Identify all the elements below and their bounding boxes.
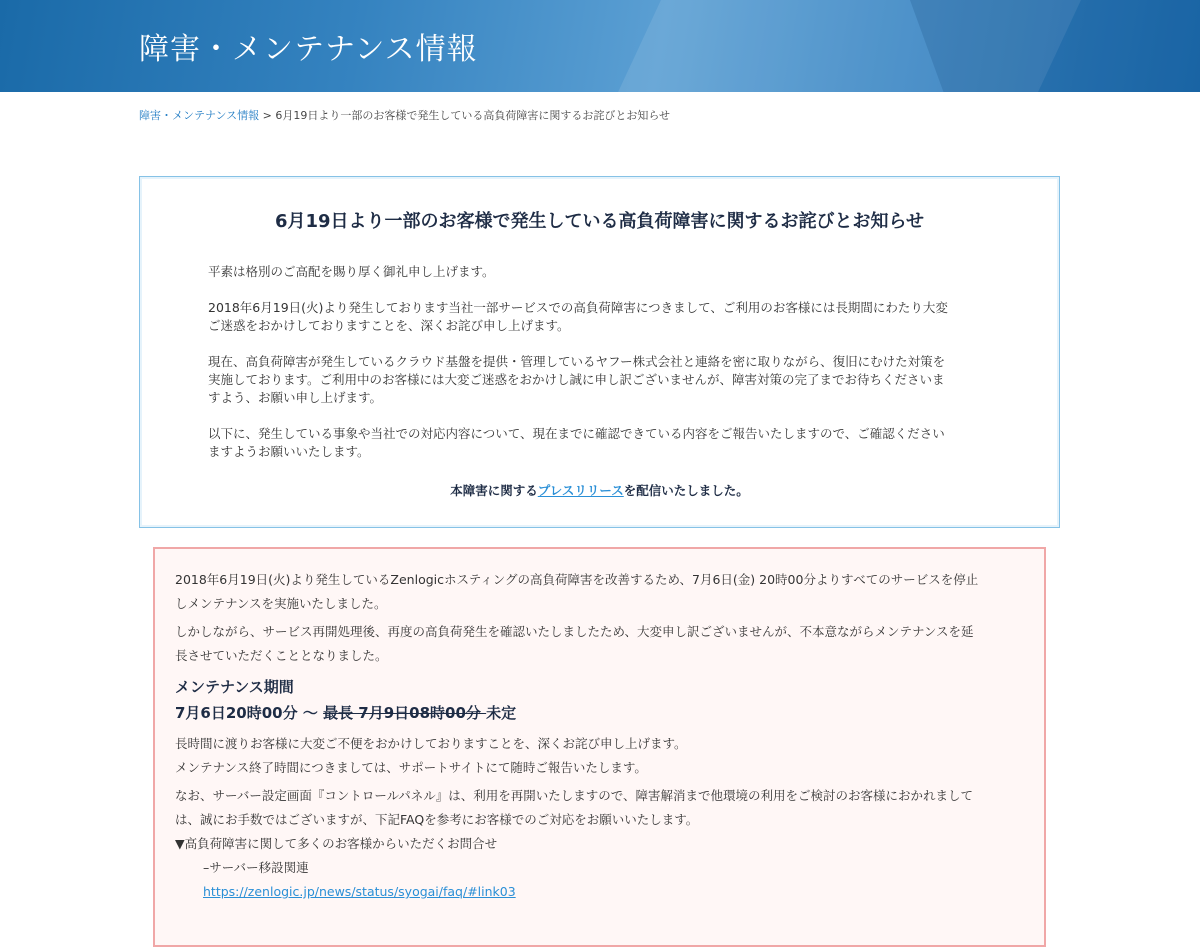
notice-line: 平素は格別のご高配を賜り厚く御礼申し上げます。: [208, 264, 495, 279]
breadcrumb: [139, 107, 670, 123]
alert-line: なお、サーバー設定画面『コントロールパネル』は、利用を再開いたしますので、障害解消まで他環境の利用をご検討のお客様におかれまして: [175, 788, 974, 803]
alert-line: メンテナンス終了時間につきましては、サポートサイトにて随時ご報告いたします。: [175, 760, 647, 775]
notice-box: [139, 176, 1060, 528]
alert-paragraph: [175, 732, 1030, 780]
notice-line: 2018年6月19日(火)より発生しております当社一部サービスでの高負荷障害につきまして、ご利用のお客様には長期間にわたり大変: [208, 300, 948, 315]
alert-paragraph: [175, 784, 1030, 904]
notice-line: 以下に、発生している事象や当社での対応内容について、現在までに確認できている内容をご報告いたしますので、ご確認ください: [208, 426, 945, 441]
faq-heading: ▼高負荷障害に関して多くのお客様からいただくお問合せ: [175, 836, 498, 851]
notice-line: 実施しております。ご利用中のお客様には大変ご迷惑をおかけし誠に申し訳ございませんが、障害対策の完了までお待ちくださいま: [208, 372, 945, 387]
press-suffix: を配信いたしました。: [623, 483, 749, 498]
breadcrumb-current: 6月19日より一部のお客様で発生している高負荷障害に関するお詫びとお知らせ: [275, 109, 671, 122]
press-prefix: 本障害に関する: [450, 483, 538, 498]
alert-body: [175, 568, 1030, 908]
alert-line: 長させていただくこととなりました。: [175, 648, 388, 663]
notice-title: 6月19日より一部のお客様で発生している高負荷障害に関するお詫びとお知らせ: [274, 211, 925, 232]
alert-line: 2018年6月19日(火)より発生しているZenlogicホスティングの高負荷障害を改善するため、7月6日(金) 20時00分よりすべてのサービスを停止: [175, 572, 979, 587]
breadcrumb-separator: >: [262, 109, 272, 122]
notice-line: 現在、高負荷障害が発生しているクラウド基盤を提供・管理しているヤフー株式会社と連絡を密に取りながら、復旧にむけた対策を: [208, 354, 946, 369]
notice-paragraph: [208, 299, 998, 335]
period-end: 未定: [486, 704, 517, 722]
notice-paragraph: [208, 353, 998, 407]
press-release-line: [140, 481, 1059, 499]
faq-link[interactable]: https://zenlogic.jp/news/status/syogai/faq/#link03: [203, 884, 516, 899]
alert-line: は、誠にお手数ではございますが、下記FAQを参考にお客様でのご対応をお願いいたします。: [175, 812, 699, 827]
alert-line: 長時間に渡りお客様に大変ご不便をおかけしておりますことを、深くお詫び申し上げます。: [175, 736, 687, 751]
alert-paragraph: [175, 568, 1030, 616]
notice-paragraph: [208, 263, 998, 281]
press-release-link[interactable]: プレスリリース: [537, 483, 624, 498]
notice-paragraph: [208, 425, 998, 461]
maintenance-alert-box: [153, 547, 1046, 947]
notice-line: すよう、お願い申し上げます。: [208, 390, 383, 405]
page-header: [0, 0, 1200, 92]
maintenance-period: [175, 700, 1030, 726]
notice-line: ご迷惑をおかけしておりますことを、深くお詫び申し上げます。: [208, 318, 570, 333]
breadcrumb-parent-link[interactable]: 障害・メンテナンス情報: [139, 109, 260, 122]
alert-line: しメンテナンスを実施いたしました。: [175, 596, 387, 611]
faq-subheading: –サーバー移設関連: [203, 860, 309, 875]
notice-body: [208, 263, 998, 479]
alert-line: しかしながら、サービス再開処理後、再度の高負荷発生を確認いたしましたため、大変申し訳ございませんが、不本意ながらメンテナンスを延: [175, 624, 974, 639]
period-start: 7月6日20時00分 〜: [175, 704, 324, 722]
alert-paragraph: [175, 620, 1030, 668]
period-struck: 最長 7月9日08時00分: [323, 704, 487, 722]
maintenance-period-heading: メンテナンス期間: [175, 678, 294, 696]
notice-line: ますようお願いいたします。: [208, 444, 370, 459]
page-title: 障害・メンテナンス情報: [139, 32, 478, 67]
